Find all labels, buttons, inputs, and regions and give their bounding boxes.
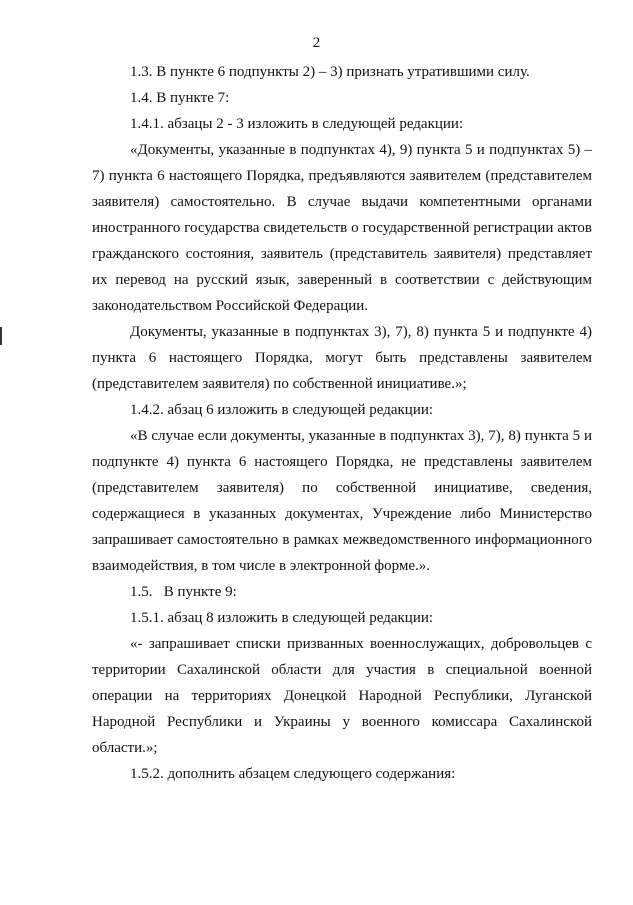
margin-mark — [0, 327, 2, 345]
paragraph-1-3: 1.3. В пункте 6 подпункты 2) – 3) признать утратившими силу. — [130, 64, 530, 80]
paragraph-1-4-1: 1.4.1. абзацы 2 - 3 изложить в следующей редакции: — [130, 116, 464, 132]
paragraph-1-4-2: 1.4.2. абзац 6 изложить в следующей редакции: — [130, 402, 434, 418]
paragraph-quote-documents: «Документы, указанные в подпунктах 4), 9) пункта 5 и подпунктах 5) – 7) пункта 6 настоящего Порядка, предъявляются заявителем (представителем заявителя) самостоятельно. В случае выдачи компетентными органами иностранного государства свидетельств о государственной регистрации актов гражданского состояния, заявитель (представитель заявителя) представляет их перевод на русский язык, заверенный в соответствии с действующим законодательством Российской Федерации. — [92, 142, 592, 314]
paragraph-1-4: 1.4. В пункте 7: — [130, 90, 230, 106]
paragraph-quote-interagency: «В случае если документы, указанные в подпунктах 3), 7), 8) пункта 5 и подпункте 4) пункта 6 настоящего Порядка, не представлены заявителем (представителем заявителя) по собственной инициативе, сведения, содержащиеся в указанных документах, Учреждение либо Министерство запрашивает самостоятельно в рамках межведомственного информационного взаимодействия, в том числе в электронной форме.». — [92, 428, 592, 574]
document-body — [92, 59, 592, 787]
paragraph-1-5: 1.5. В пункте 9: — [130, 584, 237, 600]
paragraph-1-5-2: 1.5.2. дополнить абзацем следующего содержания: — [130, 766, 456, 782]
page-number: 2 — [312, 35, 321, 51]
paragraph-documents-initiative: Документы, указанные в подпунктах 3), 7), 8) пункта 5 и подпункте 4) пункта 6 настоящего Порядка, могут быть представлены заявителем (представителем заявителя) по собственной инициативе.»; — [92, 324, 592, 392]
paragraph-quote-lists: «- запрашивает списки призванных военнослужащих, добровольцев с территории Сахалинской области для участия в специальной военной операции на территориях Донецкой Народной Республики, Луганской Народной Республики и Украины у военного комиссара Сахалинской области.»; — [92, 636, 592, 756]
paragraph-1-5-1: 1.5.1. абзац 8 изложить в следующей редакции: — [130, 610, 434, 626]
